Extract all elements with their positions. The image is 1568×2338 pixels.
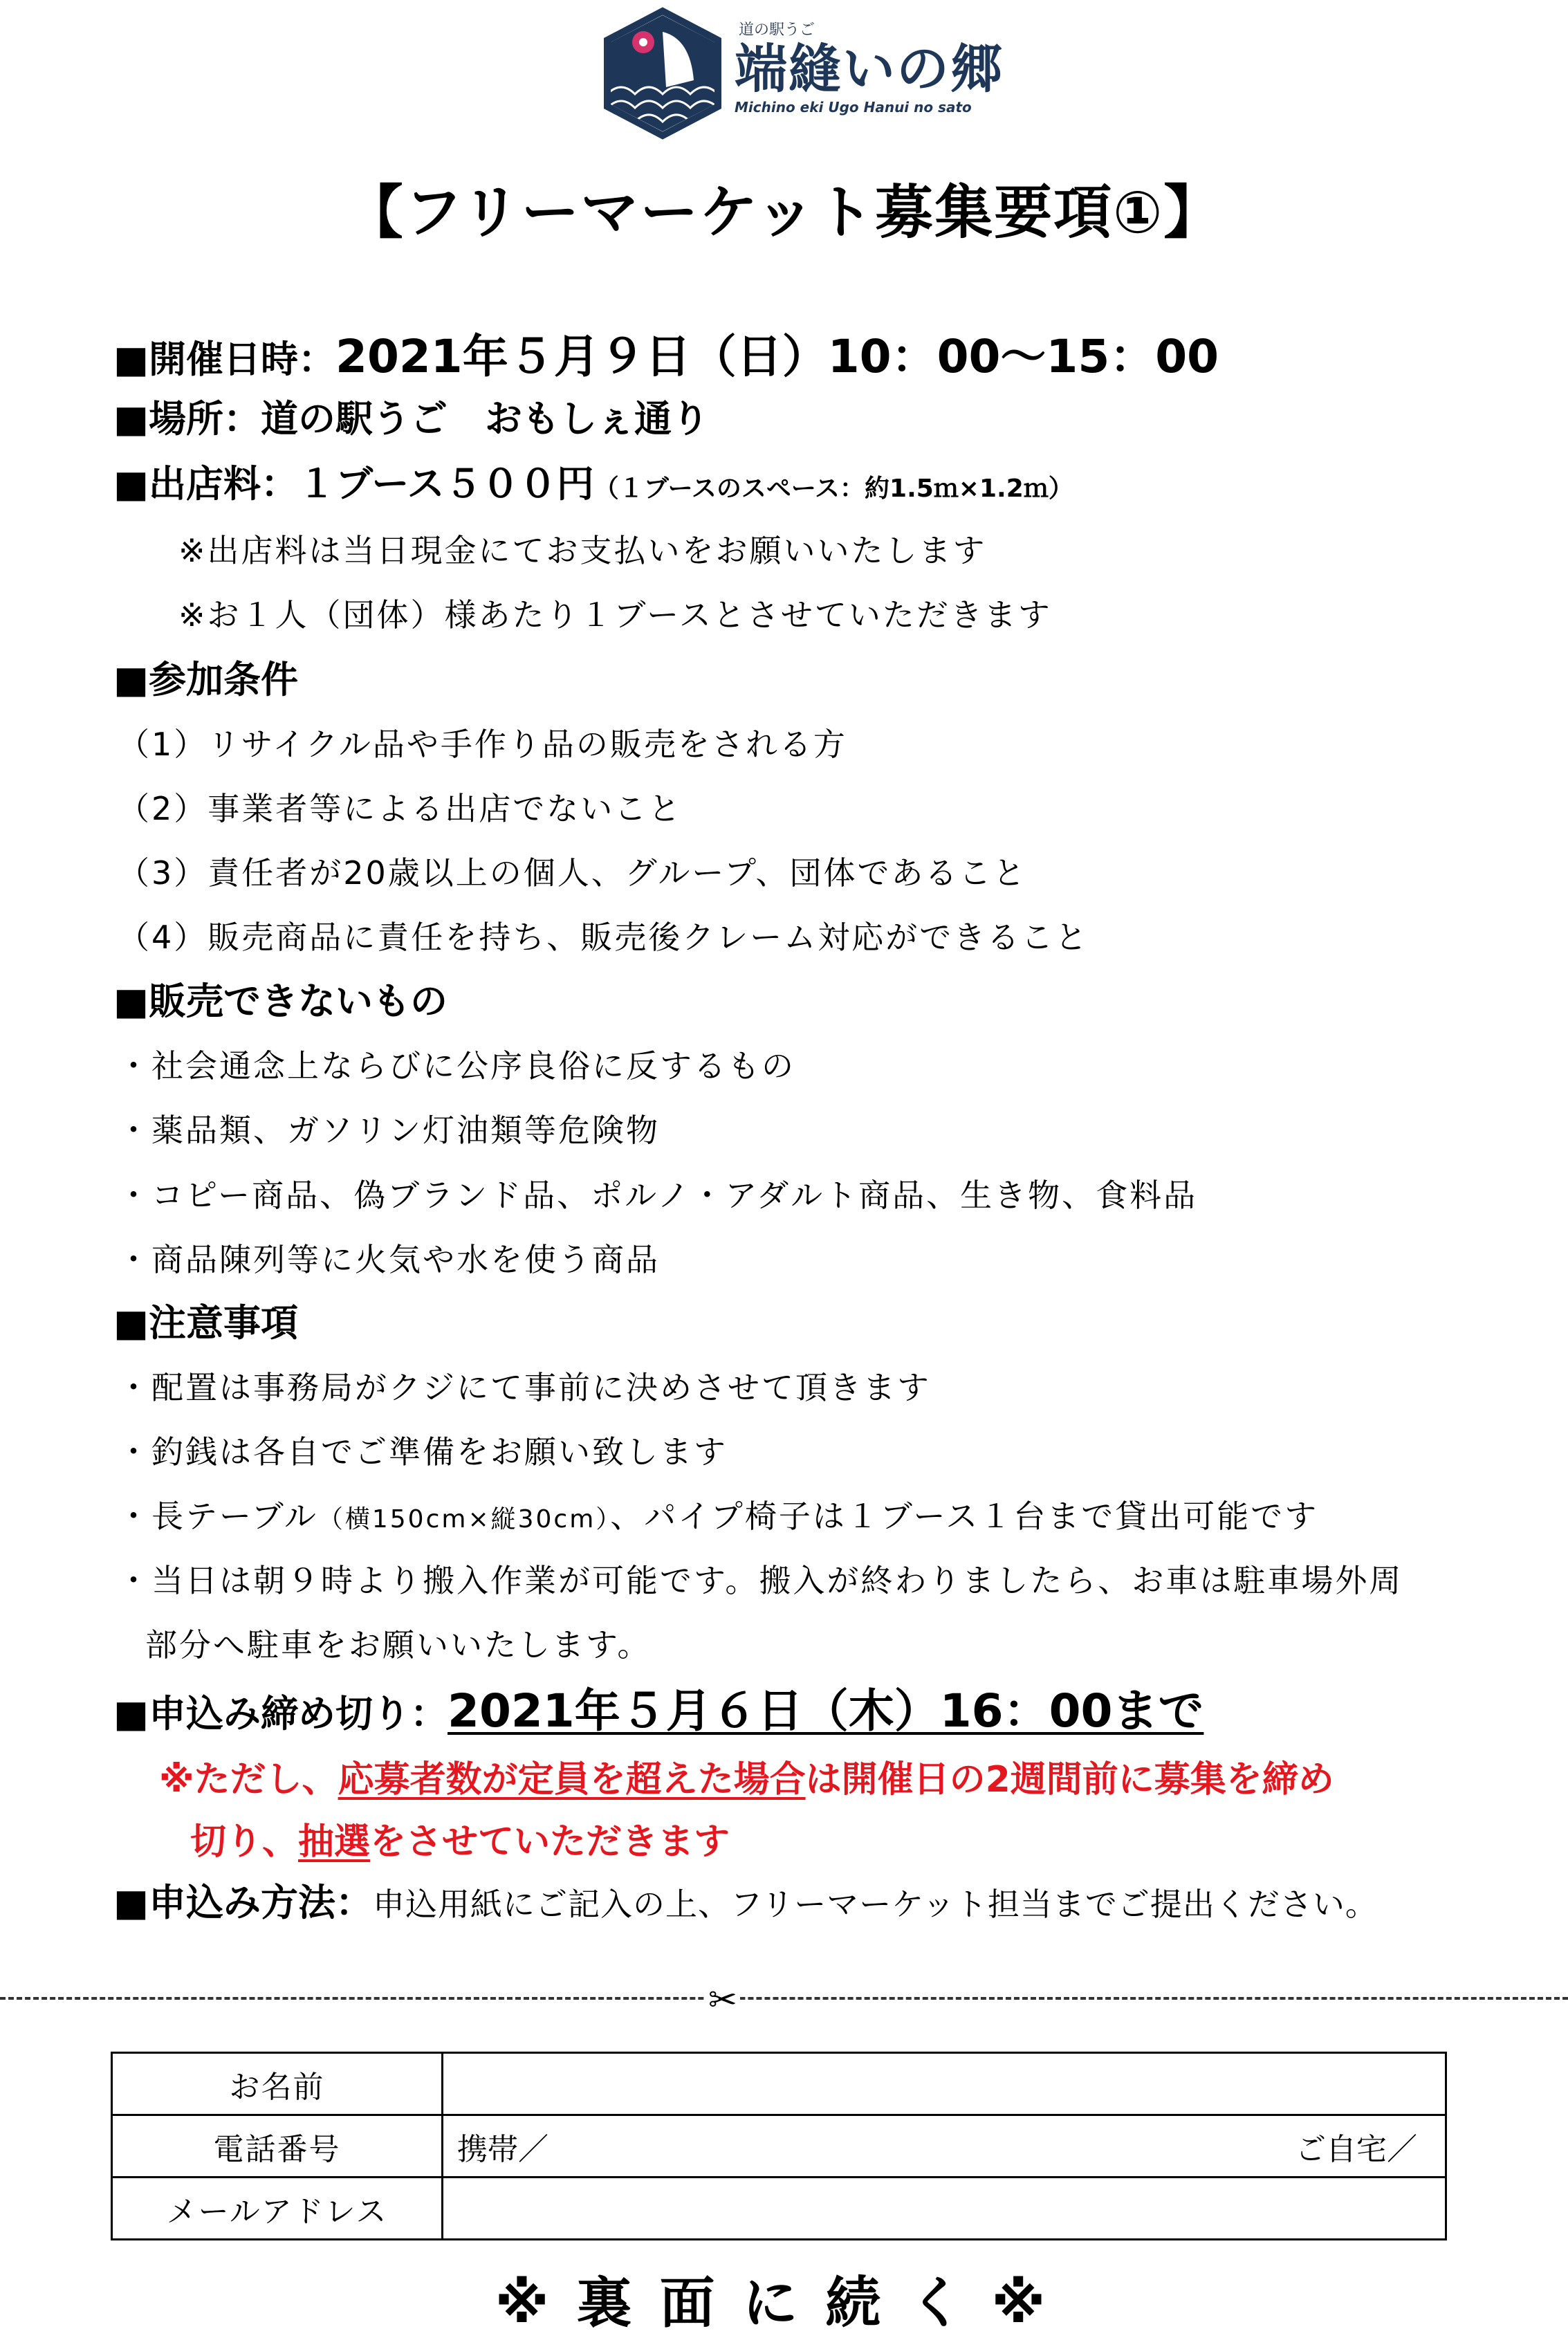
fee-space-note: （１ブースのスペース：約1.5ｍ×1.2ｍ）: [593, 475, 1073, 503]
page-title: 【フリーマーケット募集要項①】: [344, 178, 1224, 246]
home-label: ご自宅／: [1295, 2131, 1417, 2167]
prohibited-item: ・薬品類、ガソリン灯油類等危険物: [118, 1112, 660, 1149]
deadline-value: 2021年５月６日（木）16：00まで: [448, 1684, 1204, 1738]
fee-row: [113, 454, 1073, 508]
phone-label: 電話番号: [112, 2115, 443, 2178]
method-value: 申込用紙にご記入の上、フリーマーケット担当までご提出ください。: [373, 1886, 1378, 1923]
deadline-label: ■申込み締め切り：: [113, 1692, 448, 1736]
red-note-text: は開催日の2週間前に募集を締め: [805, 1759, 1334, 1801]
table-row: [112, 2178, 1446, 2240]
table-row: [112, 2115, 1446, 2178]
deadline-row: [113, 1674, 1203, 1740]
note-item-continued: 部分へ駐車をお願いいたします。: [145, 1626, 652, 1664]
event-place-row: [113, 389, 709, 443]
prohibited-heading: ■販売できないもの: [113, 979, 448, 1023]
prohibited-item: ・社会通念上ならびに公序良俗に反するもの: [118, 1047, 795, 1085]
note-item: ・当日は朝９時より搬入作業が可能です。搬入が終わりましたら、お車は駐車場外周: [118, 1562, 1403, 1599]
red-note-text: をさせていただきます: [370, 1821, 730, 1863]
table-row: [112, 2053, 1446, 2115]
fee-payment-note: ※出店料は当日現金にてお支払いをお願いいたします: [178, 532, 987, 569]
fee-value: １ブース５００円: [298, 462, 594, 506]
mobile-label: 携帯／: [457, 2131, 548, 2167]
method-row: [113, 1873, 1378, 1926]
event-place-value: 道の駅うご おもしぇ通り: [261, 397, 710, 441]
condition-item: （3）責任者が20歳以上の個人、グループ、団体であること: [118, 854, 1027, 892]
note-table-size: （横150cm×縦30cm）: [317, 1505, 611, 1534]
logo-subtitle: 道の駅うご: [739, 21, 815, 39]
red-note-underlined: 応募者数が定員を超えた場合: [338, 1759, 806, 1801]
fee-limit-note: ※お１人（団体）様あたり１ブースとさせていただきます: [178, 596, 1052, 634]
event-date-row: [113, 320, 1219, 385]
fee-label: ■出店料：: [113, 462, 299, 506]
note-table-rest: 、パイプ椅子は１ブース１台まで貸出可能です: [610, 1498, 1319, 1535]
red-note-text: ※ただし、: [159, 1759, 338, 1801]
red-note-text: 切り、: [190, 1821, 299, 1863]
logo-text: [735, 18, 1004, 116]
note-item: [118, 1491, 1318, 1537]
condition-item: （2）事業者等による出店でないこと: [118, 790, 683, 827]
note-item: ・釣銭は各自でご準備をお願い致します: [118, 1433, 728, 1471]
phone-field[interactable]: [443, 2115, 1446, 2178]
note-item: ・配置は事務局がクジにて事前に決めさせて頂きます: [118, 1369, 931, 1406]
continued-on-back: ※裏面に続く※: [495, 2271, 1073, 2335]
conditions-heading: ■参加条件: [113, 658, 299, 701]
event-date-value: 2021年５月９日（日）10：00～15：00: [335, 330, 1219, 383]
condition-item: （4）販売商品に責任を持ち、販売後クレーム対応ができること: [118, 919, 1089, 956]
application-form: [111, 2052, 1447, 2240]
email-field[interactable]: [443, 2178, 1446, 2240]
scissors-icon: ✂: [705, 1980, 740, 2020]
logo-romanization: Michino eki Ugo Hanui no sato: [735, 99, 972, 116]
prohibited-item: ・商品陳列等に火気や水を使う商品: [118, 1241, 660, 1278]
condition-item: （1）リサイクル品や手作り品の販売をされる方: [118, 726, 847, 763]
cut-line: [0, 1997, 1568, 2000]
method-label: ■申込み方法：: [113, 1881, 373, 1924]
email-label: メールアドレス: [112, 2178, 443, 2240]
event-date-label: ■開催日時：: [113, 338, 336, 381]
red-note-underlined: 抽選: [298, 1821, 371, 1863]
notes-heading: ■注意事項: [113, 1301, 299, 1345]
note-table-label: ・長テーブル: [118, 1498, 318, 1535]
name-field[interactable]: [443, 2053, 1446, 2115]
event-place-label: ■場所：: [113, 397, 261, 441]
deadline-red-note-line2: [190, 1812, 730, 1864]
logo-wordmark: 端縫いの郷: [735, 38, 1004, 100]
deadline-red-note-line1: [159, 1750, 1334, 1802]
prohibited-item: ・コピー商品、偽ブランド品、ポルノ・アダルト商品、生き物、食料品: [118, 1177, 1198, 1214]
name-label: お名前: [112, 2053, 443, 2115]
